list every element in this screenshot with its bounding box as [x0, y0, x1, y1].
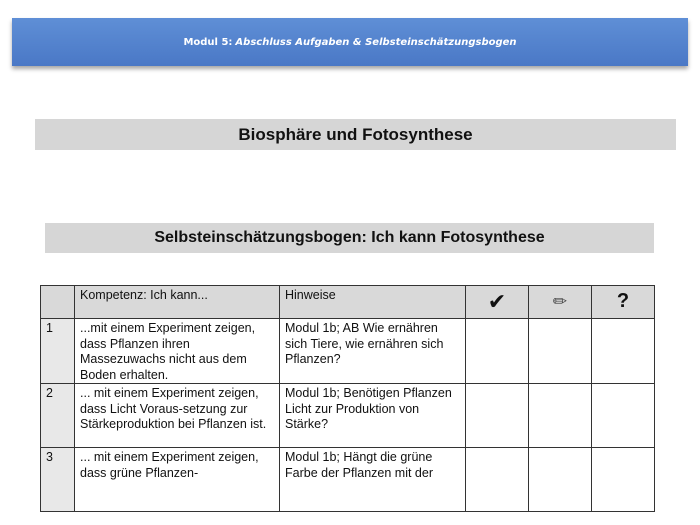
header-nr [41, 286, 75, 319]
self-assessment-table [40, 285, 655, 512]
rating-cell-question[interactable] [592, 384, 655, 448]
row-hinweise: Modul 1b; AB Wie ernähren sich Tiere, wie ernähren sich Pflanzen? [280, 319, 466, 384]
table-header-row [41, 286, 655, 319]
table-row [41, 319, 655, 384]
self-assessment-table-wrapper [40, 285, 654, 480]
rating-cell-done[interactable] [466, 319, 529, 384]
row-kompetenz: ... mit einem Experiment zeigen, dass Licht Voraus-setzung zur Stärkeproduktion bei Pflanzen ist. [75, 384, 280, 448]
section-title: Selbsteinschätzungsbogen: Ich kann Fotosynthese [45, 223, 654, 253]
row-number: 3 [41, 448, 75, 512]
table-row [41, 384, 655, 448]
row-number: 1 [41, 319, 75, 384]
rating-cell-work[interactable] [529, 319, 592, 384]
question-mark-icon: ? [592, 286, 655, 319]
header-hinweise: Hinweise [280, 286, 466, 319]
header-kompetenz: Kompetenz: Ich kann... [75, 286, 280, 319]
rating-cell-done[interactable] [466, 448, 529, 512]
pencil-icon: ✏ [529, 286, 592, 319]
row-hinweise: Modul 1b; Benötigen Pflanzen Licht zur Produktion von Stärke? [280, 384, 466, 448]
module-banner [12, 18, 688, 66]
rating-cell-question[interactable] [592, 448, 655, 512]
rating-cell-done[interactable] [466, 384, 529, 448]
row-number: 2 [41, 384, 75, 448]
module-label: Modul 5: [183, 36, 233, 48]
row-hinweise: Modul 1b; Hängt die grüne Farbe der Pflanzen mit der [280, 448, 466, 512]
table-row [41, 448, 655, 512]
rating-cell-question[interactable] [592, 319, 655, 384]
topic-title: Biosphäre und Fotosynthese [35, 119, 676, 150]
check-mark-icon: ✔ [466, 286, 529, 319]
row-kompetenz: ...mit einem Experiment zeigen, dass Pflanzen ihren Massezuwachs nicht aus dem Boden erhalten. [75, 319, 280, 384]
module-subtitle: Abschluss Aufgaben & Selbsteinschätzungsbogen [235, 36, 517, 48]
rating-cell-work[interactable] [529, 448, 592, 512]
rating-cell-work[interactable] [529, 384, 592, 448]
row-kompetenz: ... mit einem Experiment zeigen, dass grüne Pflanzen- [75, 448, 280, 512]
